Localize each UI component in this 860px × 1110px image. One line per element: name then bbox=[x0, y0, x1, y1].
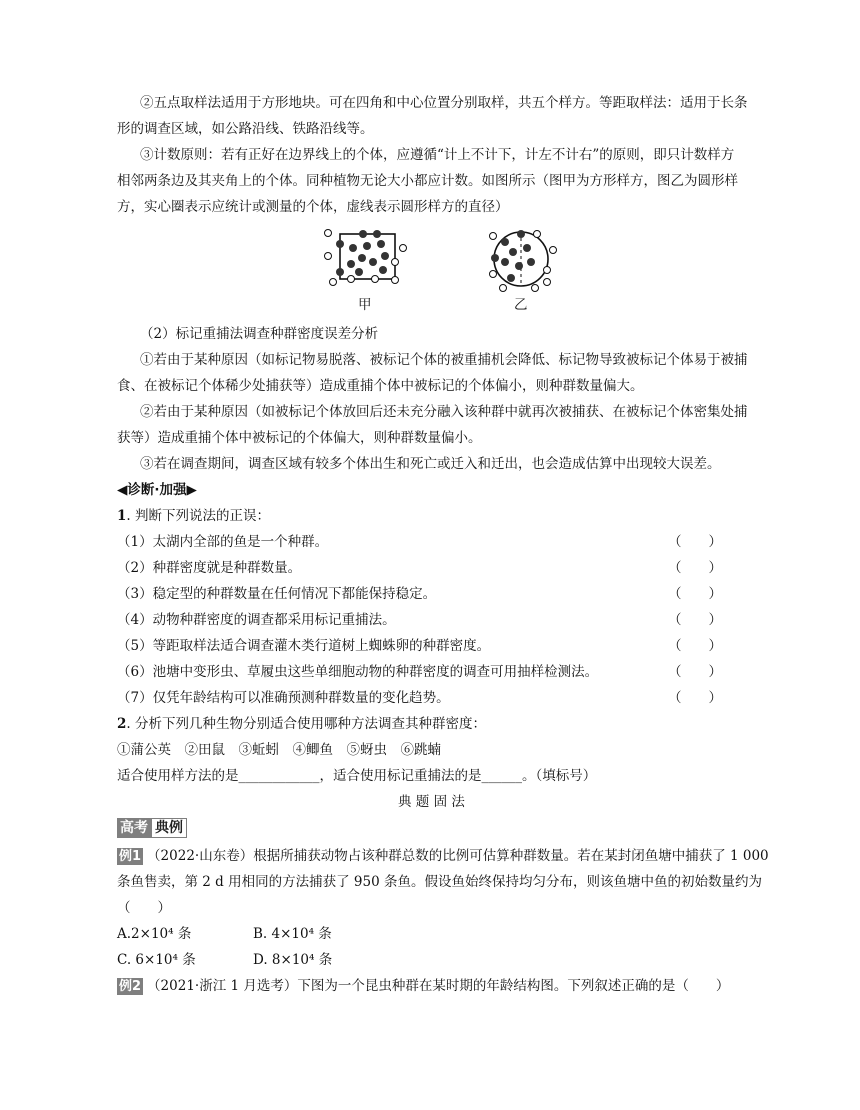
example-2-text: （2021·浙江 1 月选考）下图为一个昆虫种群在某时期的年龄结构图。下列叙述正确的是（ ） bbox=[147, 978, 730, 994]
section-2-p2-line-1: ②若由于某种原因（如被标记个体放回后还未充分融入该种群中就再次被捕获、在被标记个体密集处捕 bbox=[140, 404, 748, 420]
judge-paren-6: （ ） bbox=[668, 664, 722, 680]
judge-paren-5: （ ） bbox=[668, 638, 722, 654]
heading-gaokao-label: 高考 bbox=[117, 818, 151, 838]
judge-paren-2: （ ） bbox=[668, 560, 722, 576]
para-1-line-2: 形的调查区域，如公路沿线、铁路沿线等。 bbox=[117, 121, 374, 137]
gaokao-example-heading bbox=[117, 818, 187, 838]
question-2 bbox=[117, 714, 486, 734]
section-2-title: （2）标记重捕法调查种群密度误差分析 bbox=[140, 326, 379, 342]
question-1-number: 1 bbox=[117, 508, 127, 524]
question-2-number: 2 bbox=[117, 716, 127, 732]
para-2-line-1: ③计数原则：若有正好在边界线上的个体，应遵循“计上不计下，计左不计右”的原则，即只计数样方 bbox=[140, 147, 735, 163]
section-2-p3: ③若在调查期间，调查区域有较多个体出生和死亡或迁入和迁出，也会造成估算中出现较大误差。 bbox=[140, 456, 721, 472]
question-2-options: ①蒲公英 ②田鼠 ③蚯蚓 ④鲫鱼 ⑤蚜虫 ⑥跳蝻 bbox=[117, 742, 441, 758]
question-1-text: . 判断下列说法的正误： bbox=[126, 508, 270, 524]
option-c: C. 6×10⁴ 条 bbox=[117, 952, 196, 968]
question-1 bbox=[117, 506, 270, 526]
diagnosis-title: ◀诊断·加强▶ bbox=[117, 482, 197, 498]
example-1-text: （2022·山东卷）根据所捕获动物占该种群总数的比例可估算种群数量。若在某封闭鱼塘中捕获了 1 000 bbox=[147, 848, 769, 864]
figure-label-jia: 甲 bbox=[358, 297, 372, 313]
square-quadrat-jia bbox=[325, 230, 407, 286]
judge-item-7: （7）仅凭年龄结构可以准确预测种群数量的变化趋势。 bbox=[117, 690, 450, 706]
judge-paren-1: （ ） bbox=[668, 534, 722, 550]
example-1-line-3: （ ） bbox=[117, 900, 171, 916]
example-1-line-2: 条鱼售卖，第 2 d 用相同的方法捕获了 950 条鱼。假设鱼始终保持均匀分布，则该鱼塘中鱼的初始数量约为 bbox=[117, 874, 762, 890]
sampling-figure bbox=[315, 222, 575, 312]
judge-paren-3: （ ） bbox=[668, 586, 722, 602]
judge-paren-7: （ ） bbox=[668, 690, 722, 706]
section-title: 典 题 固 法 bbox=[398, 794, 465, 810]
section-2-p1-line-2: 食、在被标记个体稀少处捕获等）造成重捕个体中被标记的个体偏小，则种群数量偏大。 bbox=[117, 378, 644, 394]
para-1-line-1: ②五点取样法适用于方形地块。可在四角和中心位置分别取样，共五个样方。等距取样法：适用于长条 bbox=[140, 95, 748, 111]
option-b: B. 4×10⁴ 条 bbox=[253, 926, 332, 942]
judge-item-2: （2）种群密度就是种群数量。 bbox=[117, 560, 302, 576]
option-d: D. 8×10⁴ 条 bbox=[253, 952, 333, 968]
example-1-badge: 例1 bbox=[119, 849, 142, 864]
heading-example-label: 典例 bbox=[151, 818, 187, 838]
question-2-answer-line: 适合使用样方法的是____________，适合使用标记重捕法的是______。（填标号） bbox=[117, 768, 597, 784]
para-2-line-2: 相邻两条边及其夹角上的个体。同种植物无论大小都应计数。如图所示（图甲为方形样方，图乙为圆形样 bbox=[117, 173, 738, 189]
figure-label-yi: 乙 bbox=[514, 297, 528, 313]
judge-item-4: （4）动物种群密度的调查都采用标记重捕法。 bbox=[117, 612, 396, 628]
judge-item-3: （3）稳定型的种群数量在任何情况下都能保持稳定。 bbox=[117, 586, 437, 602]
judge-item-6: （6）池塘中变形虫、草履虫这些单细胞动物的种群密度的调查可用抽样检测法。 bbox=[117, 664, 599, 680]
judge-item-5: （5）等距取样法适合调查灌木类行道树上蜘蛛卵的种群密度。 bbox=[117, 638, 491, 654]
section-2-p1-line-1: ①若由于某种原因（如标记物易脱落、被标记个体的被重捕机会降低、标记物导致被标记个体易于被捕 bbox=[140, 352, 748, 368]
question-2-text: . 分析下列几种生物分别适合使用哪种方法调查其种群密度： bbox=[126, 716, 486, 732]
example-2-line-1 bbox=[117, 976, 729, 996]
circle-quadrat-yi bbox=[490, 230, 557, 292]
para-2-line-3: 方，实心圈表示应统计或测量的个体，虚线表示圆形样方的直径） bbox=[117, 199, 509, 215]
option-a: A.2×10⁴ 条 bbox=[117, 926, 192, 942]
example-1-line-1 bbox=[117, 846, 769, 866]
judge-paren-4: （ ） bbox=[668, 612, 722, 628]
example-2-badge: 例2 bbox=[119, 979, 142, 994]
judge-item-1: （1）太湖内全部的鱼是一个种群。 bbox=[117, 534, 329, 550]
section-2-p2-line-2: 获等）造成重捕个体中被标记的个体偏大，则种群数量偏小。 bbox=[117, 430, 482, 446]
